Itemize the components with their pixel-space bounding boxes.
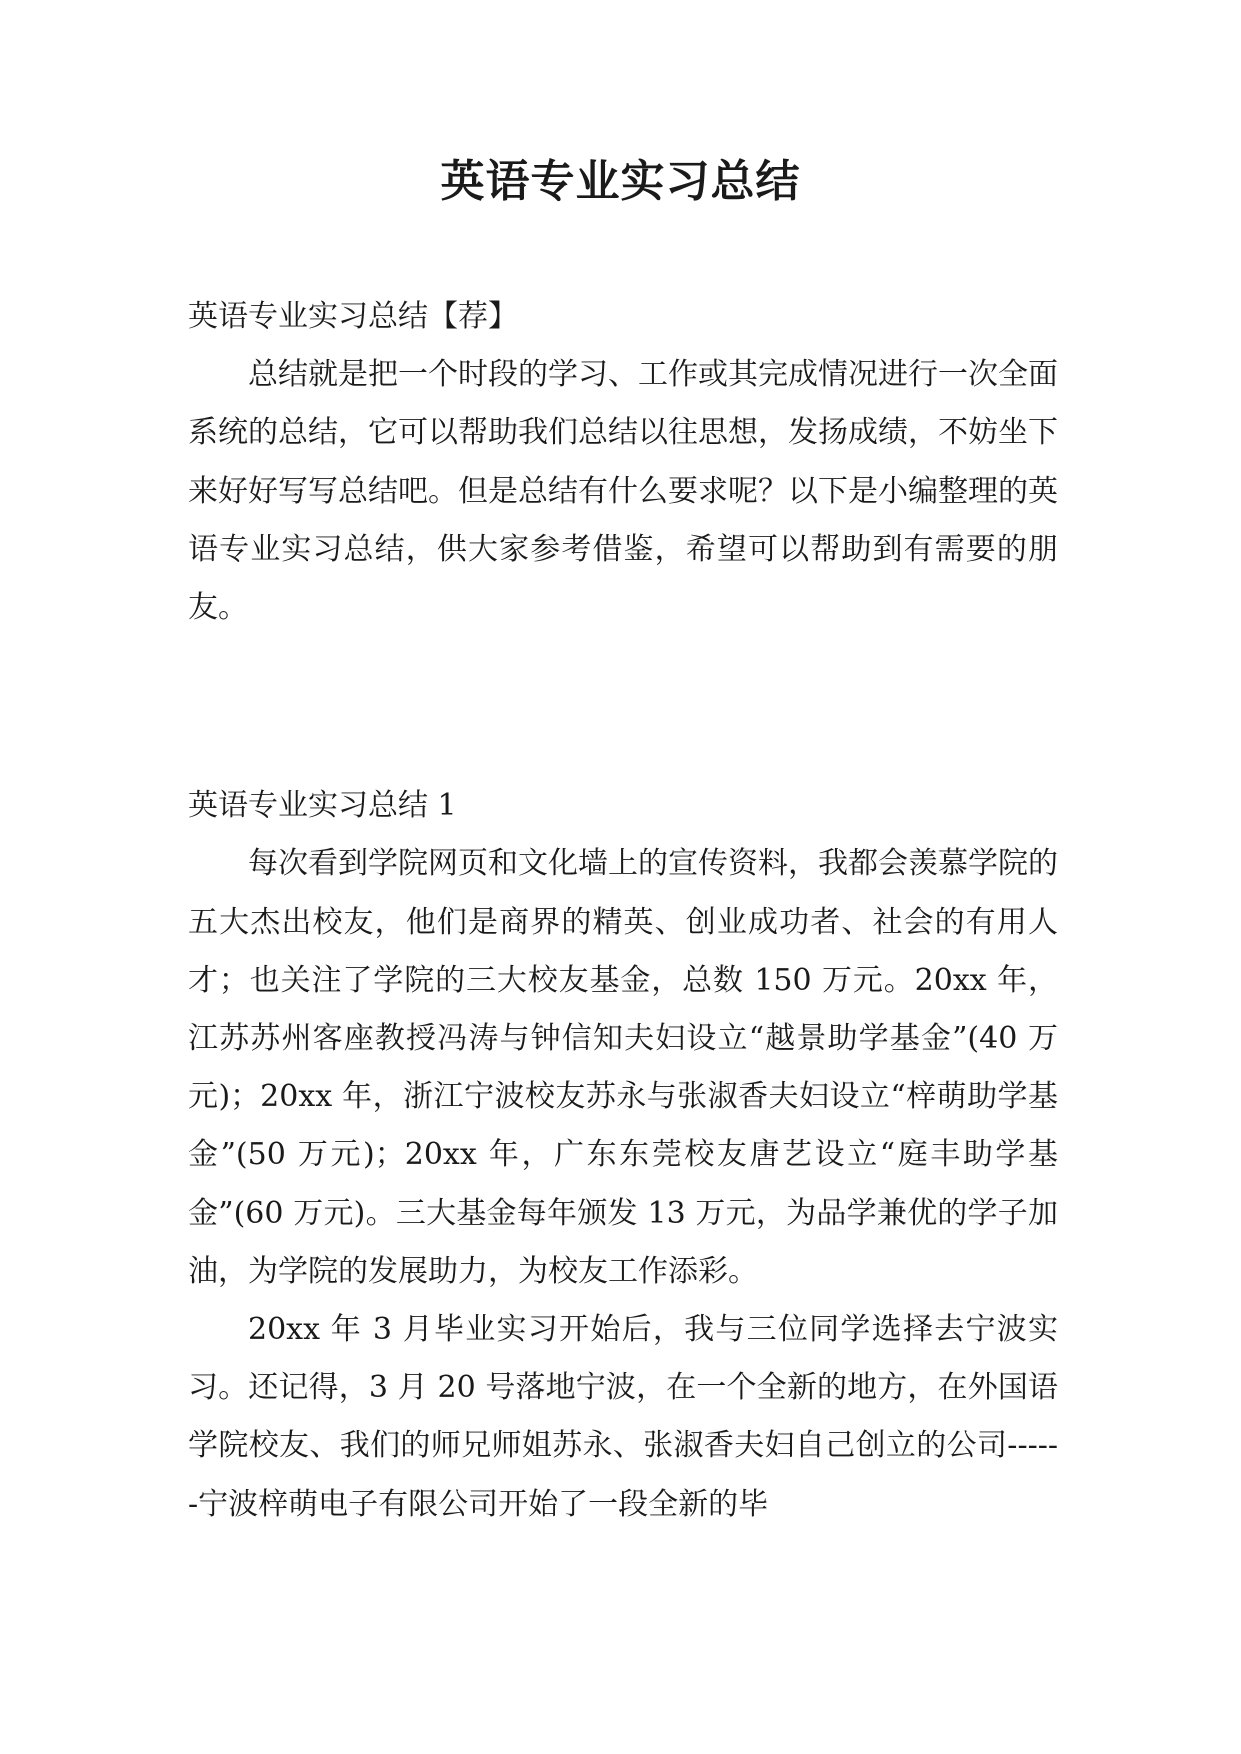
document-title: 英语专业实习总结 — [440, 156, 801, 207]
section1-heading: 英语专业实习总结 1 — [188, 788, 457, 824]
section-spacer — [188, 637, 1058, 777]
section1-paragraph-2: 20xx 年 3 月毕业实习开始后，我与三位同学选择去宁波实习。还记得，3 月 20 号落地宁波，在一个全新的地方，在外国语学院校友、我们的师兄师姐苏永、张淑香夫妇自己创立的公司------宁波梓萌电子有限公司开始了一段全新的毕 — [188, 1312, 1058, 1522]
intro-heading: 英语专业实习总结【荐】 — [188, 299, 518, 334]
document-body — [188, 288, 1058, 1534]
section1-paragraph-1: 每次看到学院网页和文化墙上的宣传资料，我都会羡慕学院的五大杰出校友，他们是商界的精英、创业成功者、社会的有用人才；也关注了学院的三大校友基金，总数 150 万元。20xx 年，江苏苏州客座教授冯涛与钟信知夫妇设立“越景助学基金”(40 万元)；20xx 年，浙江宁波校友苏永与张淑香夫妇设立“梓萌助学基金”(50 万元)；20xx 年，广东东莞校友唐艺设立“庭丰助学基金”(60 万元)。三大基金每年颁发 13 万元，为品学兼优的学子加油，为学院的发展助力，为校友工作添彩。 — [188, 846, 1058, 1289]
intro-paragraph: 总结就是把一个时段的学习、工作或其完成情况进行一次全面系统的总结，它可以帮助我们总结以往思想，发扬成绩，不妨坐下来好好写写总结吧。但是总结有什么要求呢？以下是小编整理的英语专业实习总结，供大家参考借鉴，希望可以帮助到有需要的朋友。 — [188, 357, 1058, 626]
